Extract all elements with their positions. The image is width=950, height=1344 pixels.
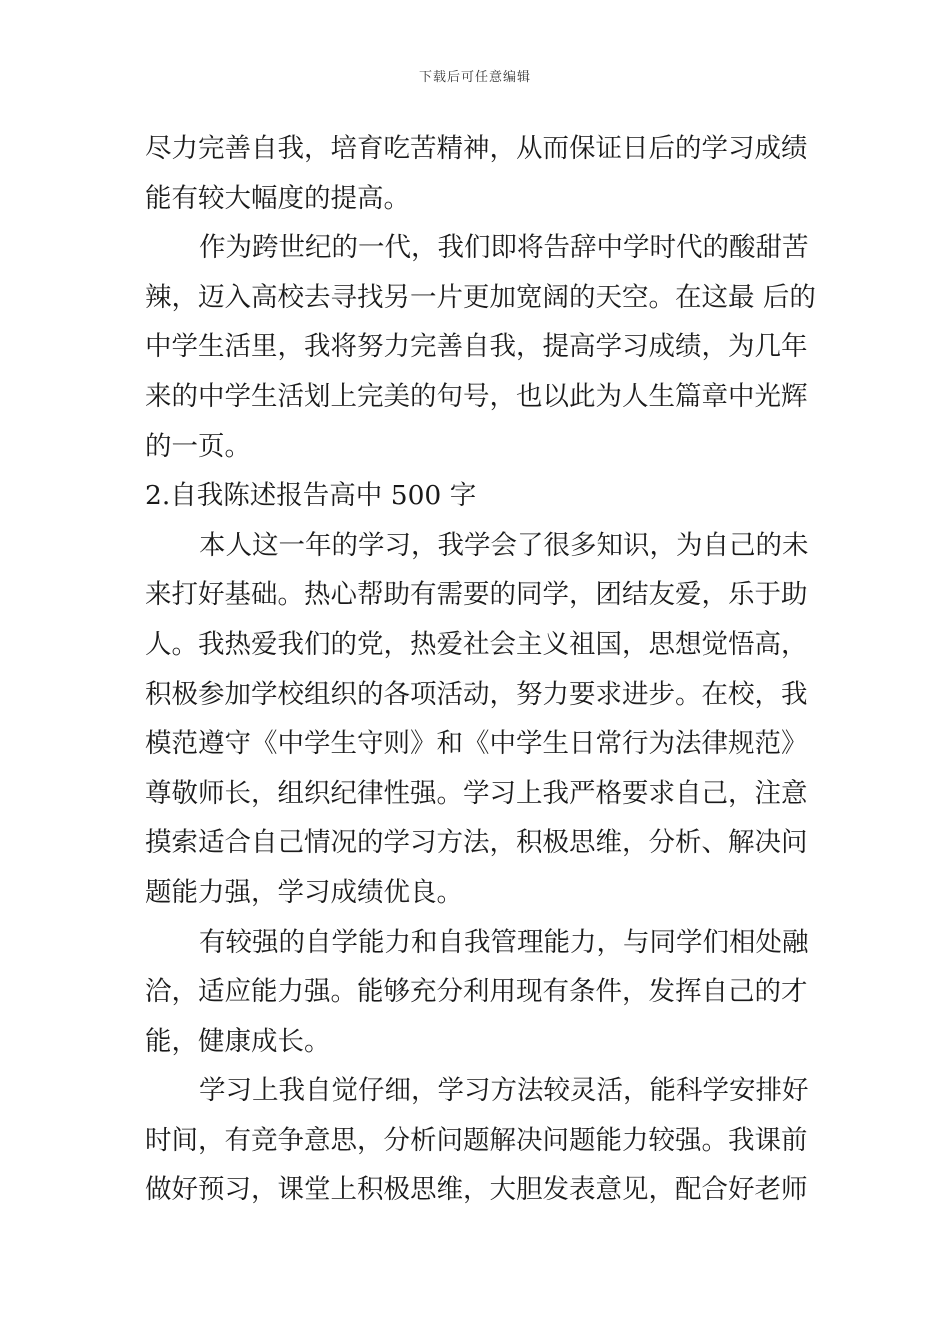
text-line: 中学生活里，我将努力完善自我，提高学习成绩，为几年	[145, 331, 808, 363]
text-line: 尽力完善自我，培育吃苦精神，从而保证日后的学习成绩	[145, 133, 808, 164]
text-line: 来的中学生活划上完美的句号，也以此为人生篇章中光辉	[145, 380, 808, 412]
page-header: 下载后可任意编辑	[418, 70, 531, 85]
text-line: 辣，迈入高校去寻找另一片更加宽阔的天空。在这最 后的	[145, 281, 816, 313]
text-line: 时间，有竞争意思，分析问题解决问题能力较强。我课前	[145, 1124, 808, 1156]
text-line: 的一页。	[145, 430, 251, 462]
text-line: 有较强的自学能力和自我管理能力，与同学们相处融	[199, 926, 809, 958]
text-line: 摸索适合自己情况的学习方法，积极思维，分析、解决问	[145, 827, 808, 859]
text-line: 洽，适应能力强。能够充分利用现有条件，发挥自己的才	[145, 976, 808, 1008]
text-line: 能有较大幅度的提高。	[145, 182, 410, 214]
text-line: 作为跨世纪的一代，我们即将告辞中学时代的酸甜苦	[199, 232, 809, 264]
section-heading: 2.自我陈述报告高中 500 字	[145, 480, 477, 512]
text-line: 题能力强，学习成绩优良。	[145, 876, 463, 908]
text-line: 积极参加学校组织的各项活动，努力要求进步。在校，我	[145, 678, 808, 710]
text-line: 学习上我自觉仔细，学习方法较灵活，能科学安排好	[199, 1075, 809, 1107]
text-line: 模范遵守《中学生守则》和《中学生日常行为法律规范》	[145, 728, 808, 760]
text-line: 人。我热爱我们的党，热爱社会主义祖国，思想觉悟高，	[145, 628, 808, 660]
text-line: 本人这一年的学习，我学会了很多知识，为自己的未	[199, 529, 809, 561]
text-line: 来打好基础。热心帮助有需要的同学，团结友爱，乐于助	[145, 579, 808, 611]
document-body	[145, 124, 816, 1215]
text-line: 能，健康成长。	[145, 1025, 331, 1057]
text-line: 尊敬师长，组织纪律性强。学习上我严格要求自己，注意	[145, 777, 808, 809]
text-line: 做好预习，课堂上积极思维，大胆发表意见，配合好老师	[145, 1174, 808, 1206]
